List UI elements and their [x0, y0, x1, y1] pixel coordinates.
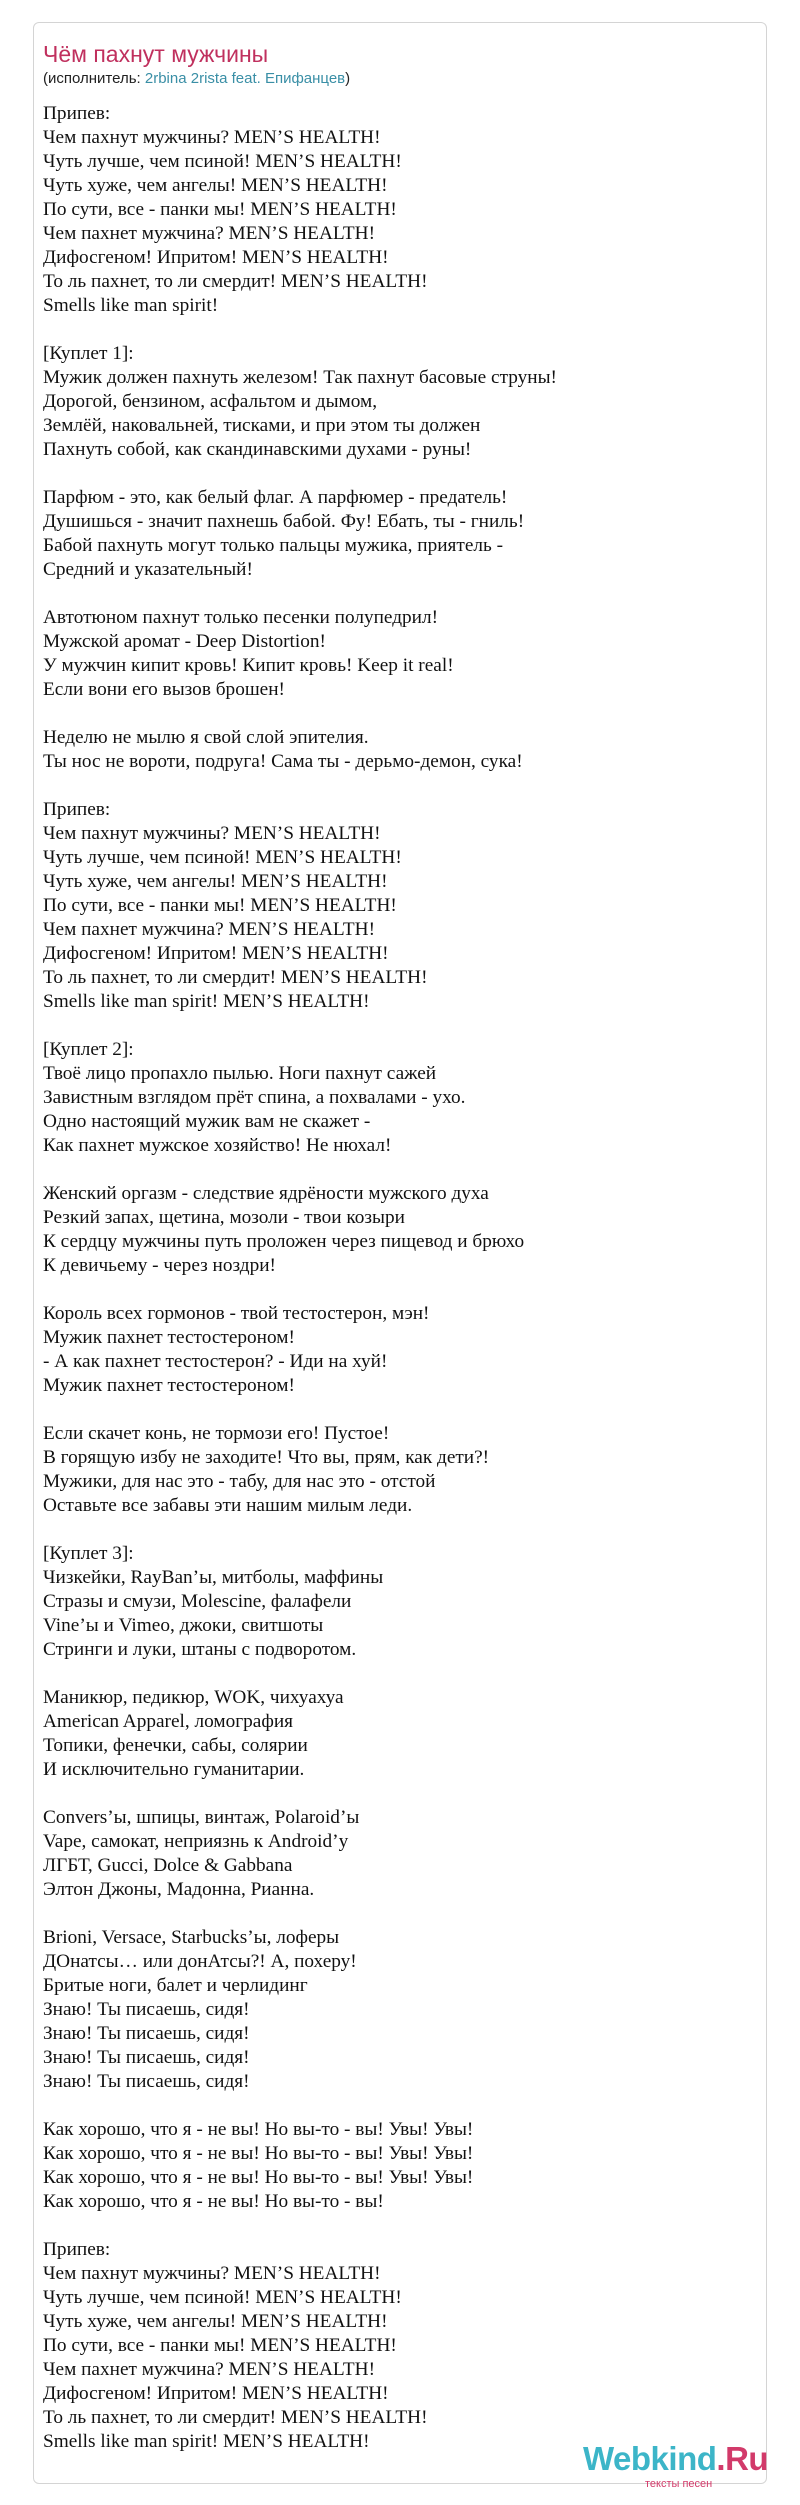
lyric-line: Автотюном пахнут только песенки полупедрил! [43, 607, 439, 628]
lyric-line: Землёй, наковальней, тисками, и при этом ты должен [43, 415, 481, 436]
lyric-line: Знаю! Ты писаешь, сидя! [43, 2023, 250, 2044]
lyric-line: Король всех гормонов - твой тестостерон, мэн! [43, 1303, 430, 1324]
performer-suffix: ) [345, 70, 351, 87]
lyric-line: Чизкейки, RayBan’ы, митболы, маффины [43, 1567, 384, 1588]
blank-line [43, 1782, 753, 1806]
lyric-line: Если вони его вызов брошен! [43, 679, 285, 700]
blank-line [43, 2094, 753, 2118]
lyric-line: Чем пахнут мужчины? MEN’S HEALTH! [43, 127, 381, 148]
lyric-line: Convers’ы, шпицы, винтаж, Polaroid’ы [43, 1807, 360, 1828]
blank-line [43, 582, 753, 606]
lyric-line: Парфюм - это, как белый флаг. А парфюмер - предатель! [43, 487, 508, 508]
song-title: Чём пахнут мужчины [43, 41, 269, 67]
blank-line [43, 1278, 753, 1302]
lyric-line: Чуть хуже, чем ангелы! MEN’S HEALTH! [43, 2311, 388, 2332]
lyric-line: То ль пахнет, то ли смердит! MEN’S HEALTH! [43, 271, 428, 292]
lyric-line: ДОнатсы… или донАтсы?! А, похеру! [43, 1951, 357, 1972]
lyric-line: American Apparel, ломография [43, 1711, 294, 1732]
lyric-line: Чуть лучше, чем псиной! MEN’S HEALTH! [43, 847, 402, 868]
lyric-line: Оставьте все забавы эти нашим милым леди. [43, 1495, 413, 1516]
lyric-line: Как хорошо, что я - не вы! Но вы-то - вы! Увы! Увы! [43, 2143, 474, 2164]
lyric-line: Мужской аромат - Deep Distortion! [43, 631, 326, 652]
lyric-line: Завистным взглядом прёт спина, а похвалами - ухо. [43, 1087, 466, 1108]
lyric-line: И исключительно гуманитарии. [43, 1759, 305, 1780]
performer-link[interactable]: 2rbina 2rista feat. Епифанцев [144, 70, 346, 87]
lyric-line: Душишься - значит пахнешь бабой. Фу! Ебать, ты - гниль! [43, 511, 525, 532]
lyric-line: Smells like man spirit! [43, 295, 219, 316]
lyric-line: Чуть хуже, чем ангелы! MEN’S HEALTH! [43, 871, 388, 892]
blank-line [43, 1158, 753, 1182]
logo-tagline: тексты песен [645, 2478, 713, 2490]
lyric-line: Дифосгеном! Ипритом! MEN’S HEALTH! [43, 943, 389, 964]
lyric-line: По сути, все - панки мы! MEN’S HEALTH! [43, 199, 397, 220]
lyric-line: Smells like man spirit! MEN’S HEALTH! [43, 2431, 370, 2452]
lyric-line: Мужики, для нас это - табу, для нас это - отстой [43, 1471, 436, 1492]
lyric-line: Чуть лучше, чем псиной! MEN’S HEALTH! [43, 151, 402, 172]
performer-line [43, 70, 350, 87]
lyric-line: Дорогой, бензином, асфальтом и дымом, [43, 391, 378, 412]
lyric-line: Мужик пахнет тестостероном! [43, 1375, 295, 1396]
blank-line [43, 2214, 753, 2238]
lyric-line: Неделю не мылю я свой слой эпителия. [43, 727, 369, 748]
lyric-line: К сердцу мужчины путь проложен через пищевод и брюхо [43, 1231, 525, 1252]
lyric-line: Знаю! Ты писаешь, сидя! [43, 2047, 250, 2068]
blank-line [43, 774, 753, 798]
lyric-line: Как пахнет мужское хозяйство! Не нюхал! [43, 1135, 392, 1156]
lyric-line: Vape, самокат, неприязнь к Android’у [43, 1831, 349, 1852]
blank-line [43, 462, 753, 486]
lyric-line: Твоё лицо пропахло пылью. Ноги пахнут сажей [43, 1063, 437, 1084]
blank-line [43, 1518, 753, 1542]
lyric-line: Как хорошо, что я - не вы! Но вы-то - вы! Увы! Увы! [43, 2119, 474, 2140]
lyric-line: [Куплет 1]: [43, 343, 134, 364]
blank-line [43, 702, 753, 726]
lyric-line: Дифосгеном! Ипритом! MEN’S HEALTH! [43, 247, 389, 268]
lyric-line: Знаю! Ты писаешь, сидя! [43, 1999, 250, 2020]
lyric-line: Элтон Джоны, Мадонна, Рианна. [43, 1879, 315, 1900]
lyric-line: [Куплет 3]: [43, 1543, 134, 1564]
lyric-line: У мужчин кипит кровь! Кипит кровь! Keep it real! [43, 655, 454, 676]
lyric-line: Припев: [43, 103, 111, 124]
lyric-line: Как хорошо, что я - не вы! Но вы-то - вы! Увы! Увы! [43, 2167, 474, 2188]
lyric-line: Чем пахнет мужчина? MEN’S HEALTH! [43, 2359, 376, 2380]
lyric-line: То ль пахнет, то ли смердит! MEN’S HEALTH! [43, 2407, 428, 2428]
lyric-line: Средний и указательный! [43, 559, 253, 580]
lyric-line: Припев: [43, 2239, 111, 2260]
lyric-line: Стразы и смузи, Molescine, фалафели [43, 1591, 352, 1612]
lyric-line: Мужик пахнет тестостероном! [43, 1327, 295, 1348]
lyric-line: Пахнуть собой, как скандинавскими духами - руны! [43, 439, 472, 460]
blank-line [43, 318, 753, 342]
lyric-line: Чем пахнут мужчины? MEN’S HEALTH! [43, 823, 381, 844]
lyric-line: По сути, все - панки мы! MEN’S HEALTH! [43, 895, 397, 916]
lyric-line: Одно настоящий мужик вам не скажет - [43, 1111, 371, 1132]
lyric-line: Бритые ноги, балет и черлидинг [43, 1975, 308, 1996]
blank-line [43, 1662, 753, 1686]
lyric-line: Припев: [43, 799, 111, 820]
lyric-line: Smells like man spirit! MEN’S HEALTH! [43, 991, 370, 1012]
lyric-line: Бабой пахнуть могут только пальцы мужика, приятель - [43, 535, 504, 556]
blank-line [43, 1902, 753, 1926]
lyric-line: Vine’ы и Vimeo, джоки, свитшоты [43, 1615, 324, 1636]
lyric-line: Как хорошо, что я - не вы! Но вы-то - вы! [43, 2191, 384, 2212]
performer-prefix: (исполнитель: [43, 70, 145, 87]
lyric-line: Чем пахнет мужчина? MEN’S HEALTH! [43, 223, 376, 244]
logo-part-ru: .Ru [716, 2440, 769, 2477]
lyric-line: Маникюр, педикюр, WOK, чихуахуа [43, 1687, 344, 1708]
lyric-line: По сути, все - панки мы! MEN’S HEALTH! [43, 2335, 397, 2356]
blank-line [43, 1014, 753, 1038]
lyric-line: Дифосгеном! Ипритом! MEN’S HEALTH! [43, 2383, 389, 2404]
lyric-line: Чем пахнут мужчины? MEN’S HEALTH! [43, 2263, 381, 2284]
lyric-line: Brioni, Versace, Starbucks’ы, лоферы [43, 1927, 340, 1948]
lyric-line: Чем пахнет мужчина? MEN’S HEALTH! [43, 919, 376, 940]
lyric-line: - А как пахнет тестостерон? - Иди на хуй! [43, 1351, 388, 1372]
lyric-line: Знаю! Ты писаешь, сидя! [43, 2071, 250, 2092]
lyric-line: Мужик должен пахнуть железом! Так пахнут басовые струны! [43, 367, 557, 388]
lyric-line: Ты нос не вороти, подруга! Сама ты - дерьмо-демон, сука! [43, 751, 523, 772]
logo-wordmark [583, 2440, 768, 2478]
lyric-line: Женский оргазм - следствие ядрёности мужского духа [43, 1183, 489, 1204]
lyric-line: То ль пахнет, то ли смердит! MEN’S HEALTH! [43, 967, 428, 988]
lyric-line: Резкий запах, щетина, мозоли - твои козыри [43, 1207, 405, 1228]
lyric-line: [Куплет 2]: [43, 1039, 134, 1060]
lyrics-text [43, 102, 753, 2454]
logo-part-webkind: Webkind [583, 2440, 717, 2477]
lyric-line: Если скачет конь, не тормози его! Пустое! [43, 1423, 390, 1444]
lyric-line: В горящую избу не заходите! Что вы, прям, как дети?! [43, 1447, 490, 1468]
lyric-line: Чуть лучше, чем псиной! MEN’S HEALTH! [43, 2287, 402, 2308]
webkind-logo[interactable] [583, 2440, 783, 2492]
lyric-line: Топики, фенечки, сабы, солярии [43, 1735, 308, 1756]
lyric-line: Чуть хуже, чем ангелы! MEN’S HEALTH! [43, 175, 388, 196]
lyric-line: К девичьему - через ноздри! [43, 1255, 276, 1276]
blank-line [43, 1398, 753, 1422]
lyric-line: Стринги и луки, штаны с подворотом. [43, 1639, 357, 1660]
lyric-line: ЛГБТ, Gucci, Dolce & Gabbana [43, 1855, 293, 1876]
